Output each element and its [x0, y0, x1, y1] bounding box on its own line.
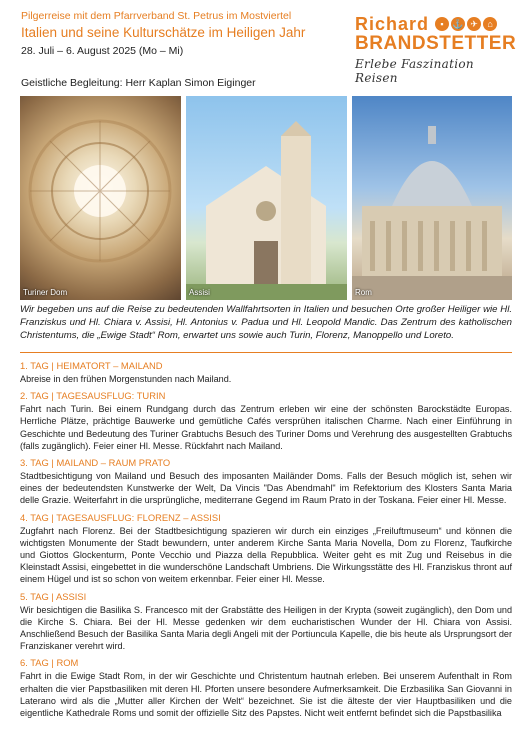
itinerary-day: [20, 512, 512, 586]
itinerary-day: [20, 591, 512, 653]
day-heading: 5. TAG | ASSISI: [20, 590, 87, 602]
photo-caption: Turiner Dom: [23, 288, 68, 297]
photo-caption: Assisi: [189, 288, 210, 297]
divider: [20, 352, 512, 353]
day-text: Wir besichtigen die Basilika S. Francesco mit der Grabstätte des Heiligen in der Krypta (soweit zugänglich), den Dom und die Kirche S. Chiara. Bei der Hl. Messe gedenken wir dem eucharistischen Wunder der Hl. Chiara von Assisi. Anschließend Besuch der Basilika Santa Maria degli Angeli mit der Portiuncula Kapelle, die bis heute als Ursprungsort der Franziskaner verehrt wird.: [20, 604, 512, 652]
logo-text-brand: BRANDSTETTER: [355, 33, 517, 54]
day-text: Abreise in den frühen Morgenstunden nach Mailand.: [20, 374, 232, 384]
logo-text-richard: Richard: [355, 14, 430, 34]
page-title: Italien und seine Kulturschätze im Heiligen Jahr: [21, 25, 306, 40]
itinerary-day: [20, 457, 512, 507]
photo-assisi: [186, 96, 347, 300]
day-heading: 1. TAG | HEIMATORT – MAILAND: [20, 360, 163, 371]
day-heading: 6. TAG | ROM: [20, 657, 79, 669]
travel-dates: 28. Juli – 6. August 2025 (Mo – Mi): [21, 45, 184, 57]
itinerary-day: [20, 657, 512, 719]
logo-slogan: Erlebe Faszination Reisen: [355, 57, 474, 85]
itinerary-day: [20, 390, 512, 452]
itinerary-day: [20, 360, 512, 385]
dome-interior-illustration: [20, 96, 181, 300]
header: [21, 10, 341, 58]
bus-icon: ▪: [435, 17, 449, 31]
day-heading: 3. TAG | MAILAND – RAUM PRATO: [20, 457, 171, 469]
photo-rome: [352, 96, 512, 300]
st-peters-illustration: [352, 96, 512, 300]
intro-paragraph: Wir begeben uns auf die Reise zu bedeutenden Wallfahrtsorten in Italien und besuchen Orte großer Heiliger wie Hl. Franziskus und Hl. Chiara v. Assisi, Hl. Antonius v. Padua und Hl. Leopold Mandic. Das Zentrum des katholischen Christentums, die „Ewige Stadt“ Rom, erwartet uns sowie auch Turin, Florenz, Manoppello und Loreto.: [20, 304, 512, 341]
photo-caption: Rom: [355, 288, 372, 297]
day-text: Fahrt nach Turin. Bei einem Rundgang durch das Zentrum erleben wir eine der schönsten Barockstädte Europas. Herrliche Plätze, prächtige Bauwerke und gemütliche Cafés versprühen italischen Charme. Nach einer Einführung in Geschichte und Bedeutung des Turiner Grabtuchs Besuch des Turiner Doms und Verehrung des ausgestellten Grabtuchs (falls zugänglich). Feier einer Hl. Messe. Rückfahrt nach Mailand.: [20, 404, 512, 451]
day-text: Stadtbesichtigung von Mailand und Besuch des imposanten Mailänder Doms. Falls der Besuch möglich ist, sehen wir eines der bedeutendsten Kunstwerke der Welt, Da Vincis "Das Abendmahl" im Refektorium des Klosters Santa Maria delle Grazie. Weiterfahrt in die ursprüngliche, mediterrane Gegend im Raum Prato in der Toskana. Feier einer Hl. Messe.: [20, 471, 512, 506]
plane-icon: ✈: [467, 17, 481, 31]
brand-logo: [355, 14, 520, 85]
hotel-icon: ⌂: [483, 17, 497, 31]
supertitle: Pilgerreise mit dem Pfarrverband St. Petrus im Mostviertel: [21, 10, 292, 22]
spiritual-guide: Geistliche Begleitung: Herr Kaplan Simon Eiginger: [21, 77, 256, 89]
day-text: Fahrt in die Ewige Stadt Rom, in der wir Geschichte und Christentum hautnah erleben. Bei unserem Aufenthalt in Rom erhalten die vier Papstbasiliken mit deren Hl. Pforten unsere besondere Aufmerksamkeit. Die Erzbasilika San Giovanni in Laterano wird als die „Mutter aller Kirchen der Welt“ bezeichnet. Sie ist die älteste der vier Hauptbasiliken und die eigentliche Kathedrale Roms und somit der offizielle Sitz des Papstes. Nicht weit entfernt befindet sich die Papstbasilika: [20, 671, 512, 719]
day-text: Zugfahrt nach Florenz. Bei der Stadtbesichtigung spazieren wir durch ein einziges „Freiluftmuseum“ und können die wichtigsten Monumente der Stadt bewundern, unter anderem Kirche Santa Maria Novella, Dom zu Florenz, Taufkirche und Giottos Glockenturm, Ponte Vecchio und Piazza della Repubblica. Weiter geht es mit Zug und Reisebus in die Kleinstadt Assisi, eingebettet in die wunderschöne Landschaft Umbriens. Die Wirkungsstätte des Hl. Franziskus thront auf einem Hügel und ist so schon von weitem erkennbar. Feier einer Hl. Messe.: [20, 525, 512, 585]
itinerary: [20, 360, 512, 724]
basilica-illustration: [186, 96, 347, 300]
day-heading: 2. TAG | TAGESAUSFLUG: TURIN: [20, 390, 166, 402]
ship-icon: ⚓: [452, 19, 464, 29]
photo-strip: [20, 96, 512, 300]
day-heading: 4. TAG | TAGESAUSFLUG: FLORENZ – ASSISI: [20, 511, 221, 523]
photo-turin-cathedral: [20, 96, 181, 300]
